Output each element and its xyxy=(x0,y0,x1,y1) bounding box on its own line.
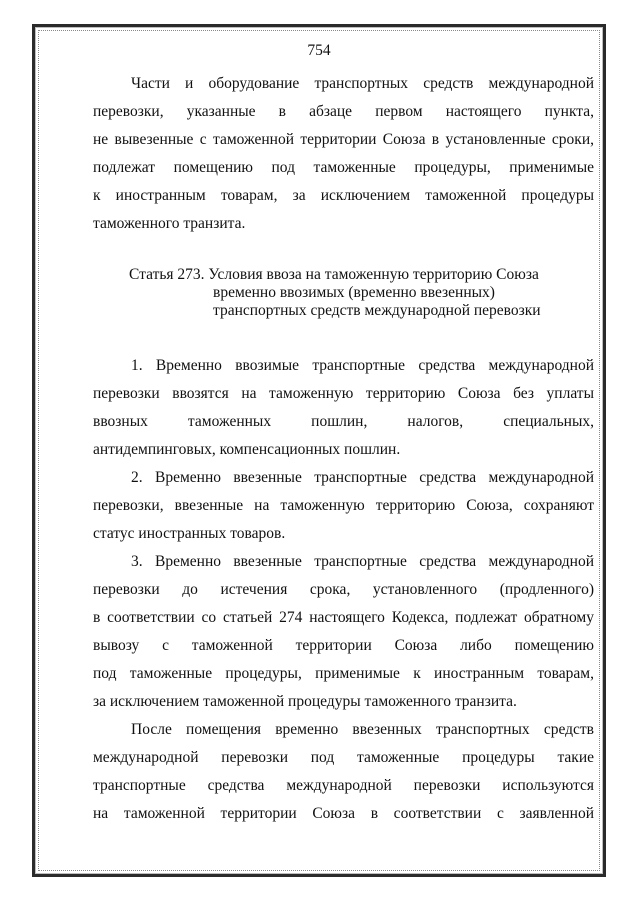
paragraph-1 xyxy=(93,352,594,464)
text-line: 3. Временно ввезенные транспортные средства международной xyxy=(131,553,594,570)
paragraph-2 xyxy=(93,464,594,548)
text-line: за исключением таможенной процедуры таможенного транзита. xyxy=(93,693,517,710)
page-content xyxy=(93,70,594,828)
text-line: подлежат помещению под таможенные процедуры, применимые xyxy=(93,159,594,176)
text-line: перевозки ввозятся на таможенную территорию Союза без уплаты xyxy=(93,385,594,402)
text-line: международной перевозки под таможенные процедуры такие xyxy=(93,749,594,766)
text-line: не вывезенные с таможенной территории Союза в установленные сроки, xyxy=(93,131,594,148)
page-number: 754 xyxy=(307,42,331,59)
text-line: перевозки до истечения срока, установленного (продленного) xyxy=(93,581,594,598)
text-line: После помещения временно ввезенных транспортных средств xyxy=(131,721,594,738)
paragraph-3 xyxy=(93,548,594,716)
text-line: антидемпинговых, компенсационных пошлин. xyxy=(93,441,401,458)
text-line: таможенного транзита. xyxy=(93,215,246,232)
text-line: в соответствии со статьей 274 настоящего Кодекса, подлежат обратному xyxy=(93,609,594,626)
paragraph-after-placement xyxy=(93,716,594,828)
text-line: вывозу с таможенной территории Союза либо помещению xyxy=(93,637,594,654)
text-line: 2. Временно ввезенные транспортные средства международной xyxy=(131,469,594,486)
text-line: перевозки, ввезенные на таможенную территорию Союза, сохраняют xyxy=(93,497,594,514)
text-line: под таможенные процедуры, применимые к иностранным товарам, xyxy=(93,665,594,682)
text-line: Части и оборудование транспортных средств международной xyxy=(131,75,594,92)
article-title: Статья 273. Условия ввоза на таможенную территорию Союза xyxy=(129,266,539,283)
text-line: ввозных таможенных пошлин, налогов, специальных, xyxy=(93,413,594,430)
text-line: перевозки, указанные в абзаце первом настоящего пункта, xyxy=(93,103,594,120)
text-line: транспортные средства международной перевозки используются xyxy=(93,777,594,794)
text-line: к иностранным товарам, за исключением таможенной процедуры xyxy=(93,187,594,204)
text-line: статус иностранных товаров. xyxy=(93,525,286,542)
page-frame xyxy=(32,24,606,877)
text-line: на таможенной территории Союза в соответствии с заявленной xyxy=(93,805,594,822)
text-line: 1. Временно ввозимые транспортные средства международной xyxy=(131,357,594,374)
article-heading xyxy=(129,266,594,320)
article-title-line-2: временно ввозимых (временно ввезенных) xyxy=(213,284,495,301)
article-title-line-3: транспортных средств международной перевозки xyxy=(213,302,541,319)
paragraph-parts-equipment xyxy=(93,70,594,238)
